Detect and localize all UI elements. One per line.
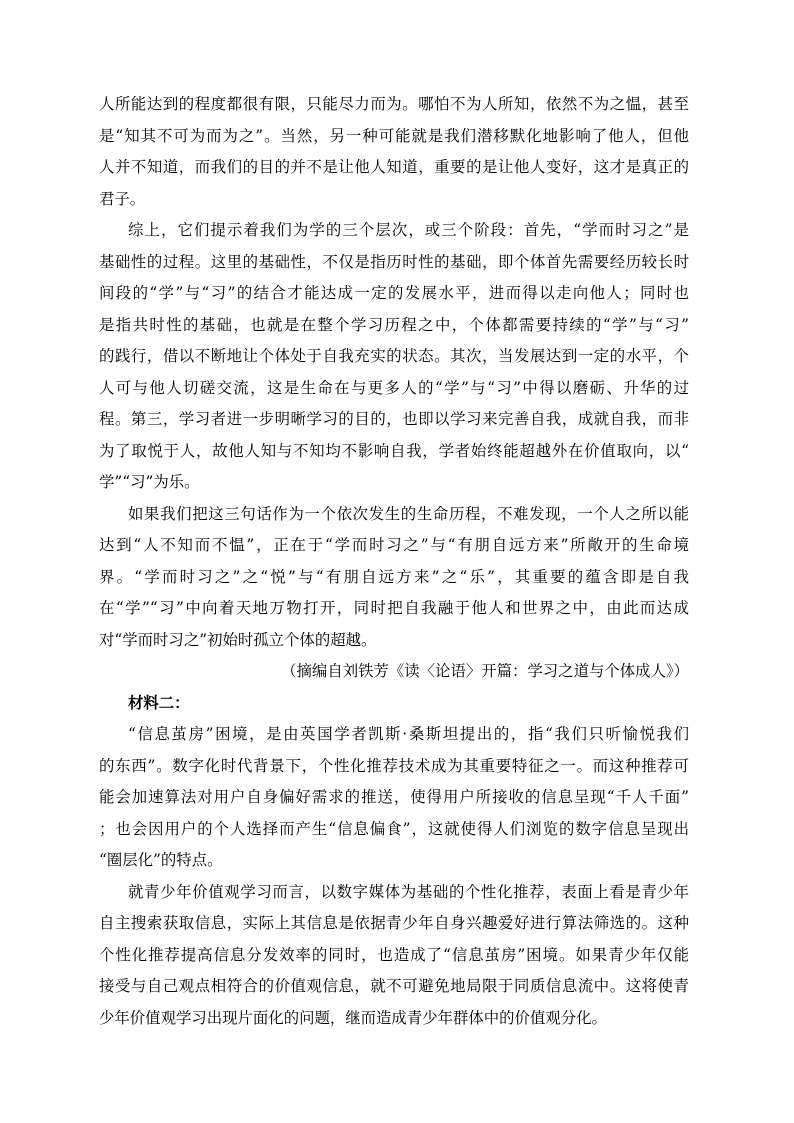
text-line: 个性化推荐提高信息分发效率的同时，也造成了“信息茧房”困境。如果青少年仅能	[99, 945, 689, 964]
text-line: 学”“习”为乐。	[99, 473, 200, 491]
text-line: 人并不知道，而我们的目的并不是让他人知道，重要的是让他人变好，这才是真正的	[99, 158, 689, 176]
text-line: 对“学而时习之”初始时孤立个体的超越。	[99, 630, 377, 649]
paragraph-start-line: 就青少年价值观学习而言，以数字媒体为基础的个性化推荐，表面上看是青少年	[128, 882, 689, 901]
text-line: 是指共时性的基础，也就是在整个学习历程之中，个体都需要持续的“学”与“习”	[99, 315, 689, 334]
text-line: 人所能达到的程度都很有限，只能尽力而为。哪怕不为人所知，依然不为之愠，甚至	[99, 95, 689, 113]
text-line: 在“学”“习”中向着天地万物打开，同时把自我融于他人和世界之中，由此而达成	[99, 599, 689, 617]
paragraph-start-line: 如果我们把这三句话作为一个依次发生的生命历程，不难发现，一个人之所以能	[128, 504, 689, 523]
text-line: 为了取悦于人，故他人知与不知均不影响自我，学者始终能超越外在价值取向，以“	[99, 441, 689, 460]
text-line: 界。“学而时习之”之“悦”与“有朋自远方来”之“乐”，其重要的蕴含即是自我	[99, 567, 689, 586]
text-line: 是“知其不可为而为之”。当然，另一种可能就是我们潜移默化地影响了他人，但他	[99, 126, 689, 145]
document-body	[99, 89, 689, 1034]
text-line: “圈层化”的特点。	[99, 851, 223, 869]
section-heading-material-two: 材料二：	[128, 693, 190, 712]
text-line: 自主搜索获取信息，实际上其信息是依据青少年自身兴趣爱好进行算法筛选的。这种	[99, 914, 689, 932]
paragraph-start-line: “信息茧房”困境，是由英国学者凯斯·桑斯坦提出的，指“我们只听愉悦我们	[128, 725, 689, 743]
text-line: 接受与自己观点相符合的价值观信息，就不可避免地局限于同质信息流中。这将使青	[99, 977, 689, 995]
text-line: 能会加速算法对用户自身偏好需求的推送，使得用户所接收的信息呈现“千人千面”	[99, 788, 689, 806]
text-line: 人可与他人切磋交流，这是生命在与更多人的“学”与“习”中得以磨砺、升华的过	[99, 378, 689, 397]
text-line: 程。第三，学习者进一步明晰学习的目的，也即以学习来完善自我，成就自我，而非	[99, 410, 689, 428]
text-line: 达到“人不知而不愠”，正在于“学而时习之”与“有朋自远方来”所敞开的生命境	[99, 536, 689, 554]
paragraph-start-line: 综上，它们提示着我们为学的三个层次，或三个阶段：首先，“学而时习之”是	[128, 221, 689, 239]
text-line: 君子。	[99, 189, 146, 208]
text-line: 的践行，借以不断地让个体处于自我充实的状态。其次，当发展达到一定的水平，个	[99, 347, 689, 365]
text-line: 间段的“学”与“习”的结合才能达成一定的发展水平，进而得以走向他人；同时也	[99, 284, 689, 302]
source-citation: （摘编自刘铁芳《读〈论语〉开篇：学习之道与个体成人》）	[281, 662, 689, 680]
text-line: 基础性的过程。这里的基础性，不仅是指历时性的基础，即个体首先需要经历较长时	[99, 252, 689, 271]
text-line: 少年价值观学习出现片面化的问题，继而造成青少年群体中的价值观分化。	[99, 1008, 607, 1027]
text-line: ；也会因用户的个人选择而产生“信息偏食”，这就使得人们浏览的数字信息呈现出	[99, 819, 689, 838]
text-line: 的东西”。数字化时代背景下，个性化推荐技术成为其重要特征之一。而这种推荐可	[99, 756, 689, 775]
